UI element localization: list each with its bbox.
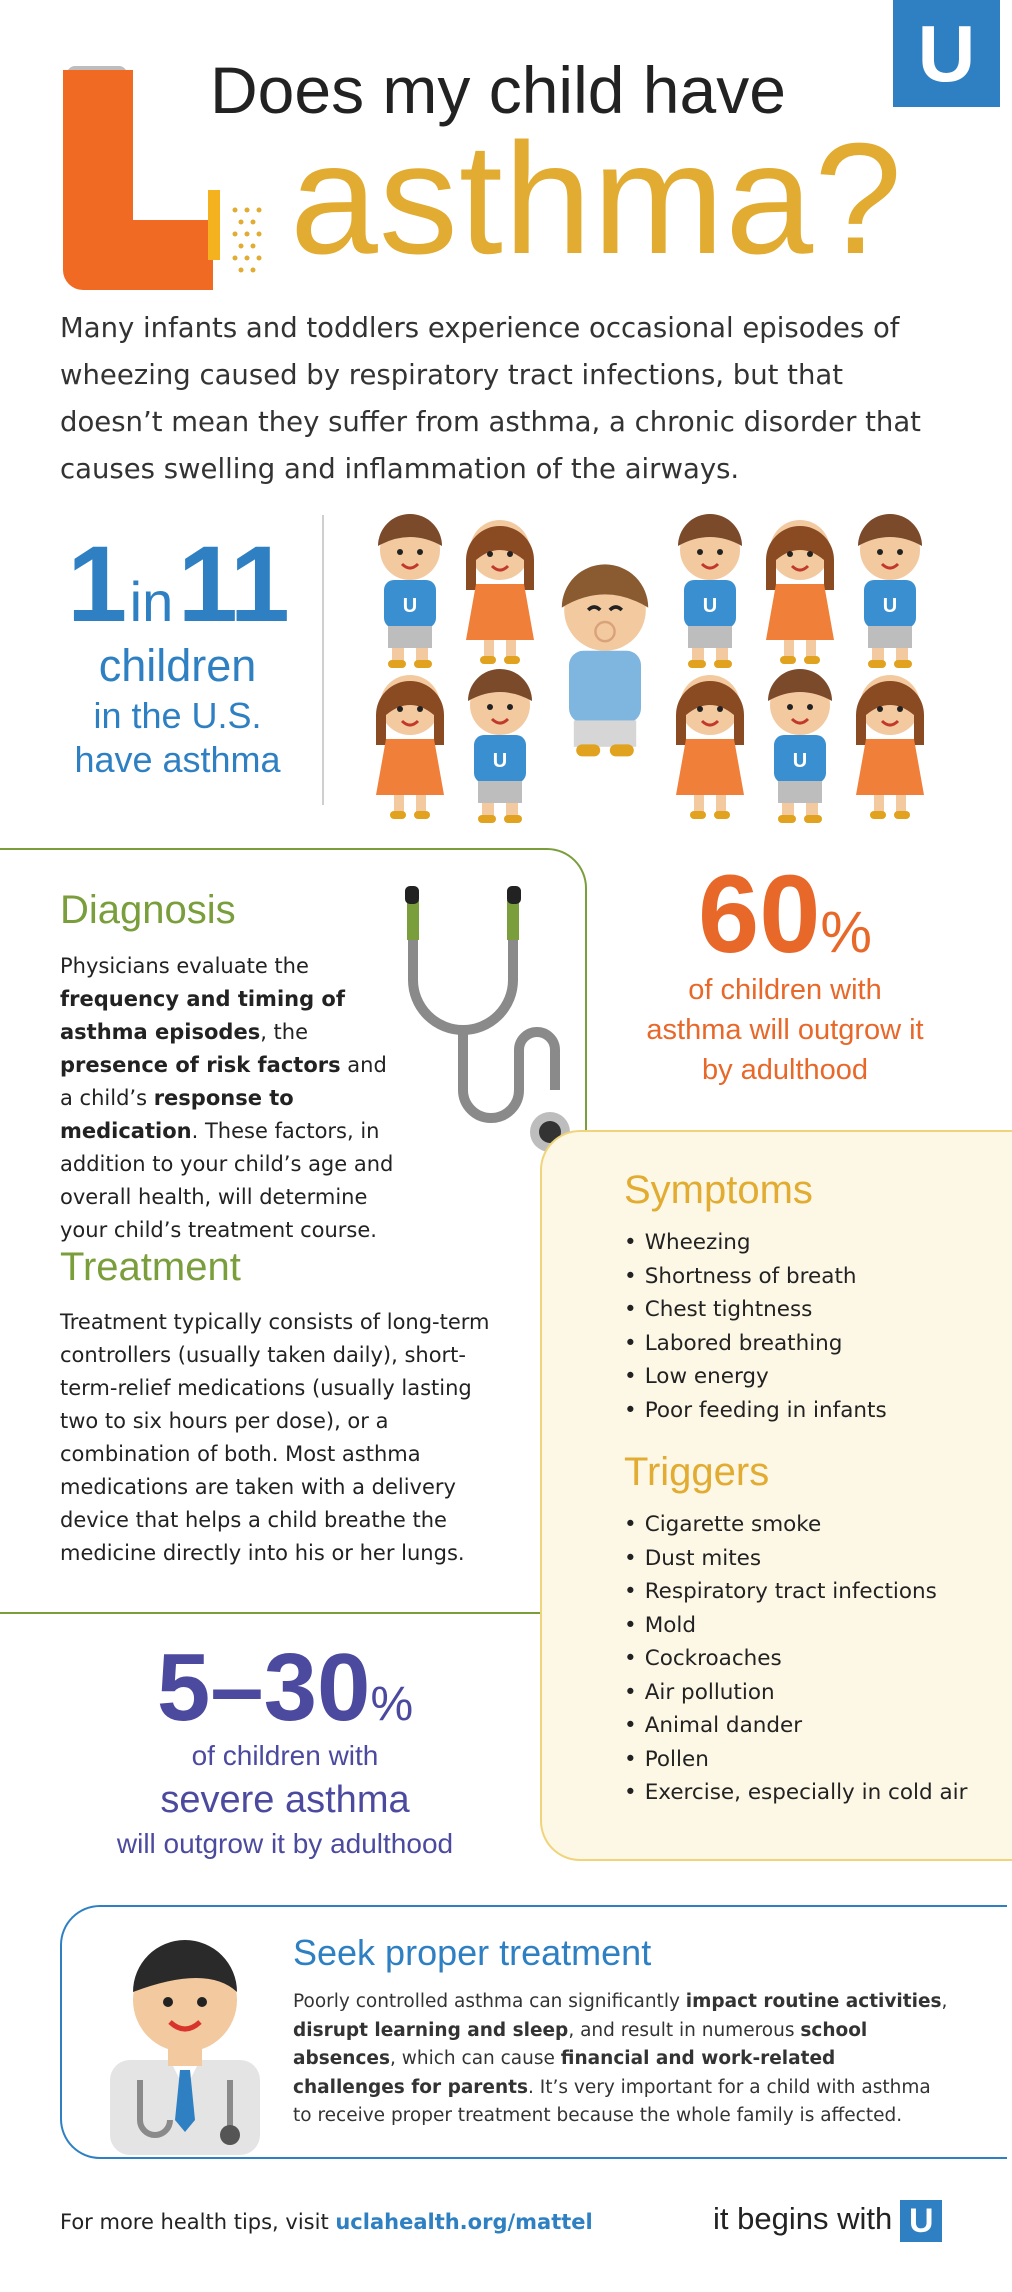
stat-one-in-eleven bbox=[50, 523, 305, 782]
diagnosis-p2: , the bbox=[260, 1020, 309, 1044]
diagnosis-text bbox=[60, 950, 405, 1247]
stat-in: in bbox=[129, 570, 174, 633]
stat60-num: 60 bbox=[698, 853, 821, 976]
symptom-item: • Poor feeding in infants bbox=[624, 1394, 887, 1428]
stat-line3: have asthma bbox=[74, 739, 281, 780]
trigger-item: • Air pollution bbox=[624, 1676, 967, 1710]
tagline-text: it begins with bbox=[713, 2201, 893, 2237]
seek-b1: impact routine activities bbox=[685, 1991, 942, 2012]
stat530-pct: % bbox=[370, 1678, 414, 1731]
diagnosis-p1: Physicians evaluate the bbox=[60, 954, 309, 978]
stat60-line2: asthma will outgrow it bbox=[646, 1014, 924, 1046]
stat-five-thirty-percent bbox=[60, 1634, 510, 1864]
triggers-heading: Triggers bbox=[624, 1450, 770, 1494]
trigger-item: • Respiratory tract infections bbox=[624, 1575, 967, 1609]
seek-t3: , and result in numerous bbox=[568, 2019, 801, 2041]
footer-tip bbox=[60, 2210, 593, 2234]
diagnosis-b2: presence of risk factors bbox=[60, 1053, 341, 1077]
seek-heading: Seek proper treatment bbox=[293, 1932, 652, 1973]
diagnosis-p4: . These factors, in addition to your child’s age and overall health, will determine your child’s treatment course. bbox=[60, 1119, 394, 1242]
trigger-item: • Cigarette smoke bbox=[624, 1508, 967, 1542]
seek-text bbox=[293, 1988, 953, 2131]
footer-prefix: For more health tips, visit bbox=[60, 2210, 336, 2234]
intro-paragraph: Many infants and toddlers experience occasional episodes of wheezing caused by respiratory tract infections, but that doesn’t mean they suffer from asthma, a chronic disorder that causes swelling and inflammation of the airways. bbox=[60, 312, 921, 485]
trigger-item: • Animal dander bbox=[624, 1709, 967, 1743]
stat-num1: 1 bbox=[67, 523, 126, 644]
doctor-icon bbox=[100, 1930, 270, 2155]
trigger-item: • Mold bbox=[624, 1609, 967, 1643]
footer-tagline bbox=[713, 2200, 942, 2242]
footer-link[interactable]: uclahealth.org/mattel bbox=[335, 2210, 593, 2234]
symptom-item: • Low energy bbox=[624, 1360, 887, 1394]
seek-b2: disrupt learning and sleep bbox=[293, 2019, 569, 2041]
seek-t4: , which can cause bbox=[389, 2048, 561, 2069]
symptoms-heading: Symptoms bbox=[624, 1168, 813, 1212]
stat-sixty-percent bbox=[600, 853, 970, 1090]
ucla-logo: U bbox=[893, 0, 1000, 107]
symptom-item: • Labored breathing bbox=[624, 1327, 887, 1361]
stat530-line2: severe asthma bbox=[160, 1779, 410, 1821]
symptoms-list bbox=[624, 1226, 887, 1427]
seek-b3: school absences bbox=[293, 2019, 868, 2069]
diagnosis-p3: and a child’s bbox=[60, 1053, 387, 1110]
stat60-line3: by adulthood bbox=[701, 1054, 869, 1086]
children-illustration: U bbox=[360, 505, 950, 825]
title-line2: asthma? bbox=[290, 111, 904, 287]
divider bbox=[322, 515, 324, 805]
trigger-item: • Dust mites bbox=[624, 1542, 967, 1576]
diagnosis-b3: response to medication bbox=[60, 1086, 294, 1143]
treatment-heading: Treatment bbox=[60, 1245, 241, 1289]
diagnosis-b1: frequency and timing of asthma episodes bbox=[60, 987, 345, 1044]
stat530-line3: will outgrow it by adulthood bbox=[116, 1828, 454, 1859]
stat530-line1: of children with bbox=[191, 1740, 379, 1771]
tagline-logo: U bbox=[900, 2200, 942, 2242]
title-line1: Does my child have bbox=[210, 53, 786, 127]
stat530-num: 5–30 bbox=[156, 1634, 371, 1741]
seek-t5: . It’s very important for a child with asthma to receive proper treatment because the whole family is affected. bbox=[293, 2076, 931, 2126]
stat-line1: children bbox=[98, 640, 257, 691]
trigger-item: • Exercise, especially in cold air bbox=[624, 1776, 967, 1810]
trigger-item: • Cockroaches bbox=[624, 1642, 967, 1676]
treatment-text: Treatment typically consists of long-term controllers (usually taken daily), short-term-relief medications (usually lasting two to six hours per dose), or a combination of both. Most asthma medications are taken with a delivery device that helps a child breathe the medicine directly into his or her lungs. bbox=[60, 1310, 490, 1565]
symptom-item: • Wheezing bbox=[624, 1226, 887, 1260]
diagnosis-heading: Diagnosis bbox=[60, 888, 236, 932]
seek-t1: Poorly controlled asthma can significantly bbox=[293, 1991, 686, 2012]
symptom-item: • Shortness of breath bbox=[624, 1260, 887, 1294]
stethoscope-icon bbox=[395, 880, 575, 1160]
stat60-pct: % bbox=[820, 900, 872, 965]
seek-b4: financial and work-related challenges for parents bbox=[293, 2048, 836, 2098]
stat-line2: in the U.S. bbox=[93, 695, 262, 736]
stat60-line1: of children with bbox=[688, 974, 882, 1006]
stat-num2: 11 bbox=[177, 523, 288, 644]
symptom-item: • Chest tightness bbox=[624, 1293, 887, 1327]
triggers-list bbox=[624, 1508, 967, 1810]
seek-t2: , bbox=[941, 1991, 948, 2012]
trigger-item: • Pollen bbox=[624, 1743, 967, 1777]
